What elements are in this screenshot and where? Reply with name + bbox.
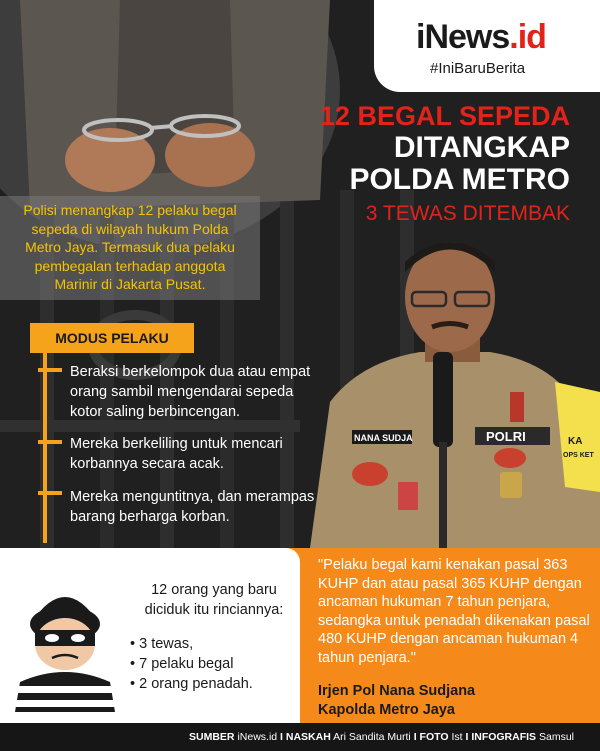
thief-icon xyxy=(10,562,120,712)
officer-photo xyxy=(300,232,600,548)
credits-footer: SUMBER iNews.id I NASKAH Ari Sandita Murti I FOTO Ist I INFOGRAFIS Samsul xyxy=(0,723,600,751)
headline-subtitle: 3 TEWAS DITEMBAK xyxy=(365,202,570,225)
svg-text:NANA SUDJA: NANA SUDJA xyxy=(354,433,413,443)
modus-item: Beraksi berkelompok dua atau empat orang sambil mengendarai sepeda kotor saling berbincengan. xyxy=(70,364,311,420)
timeline-tick xyxy=(38,368,62,372)
quote-text: "Pelaku begal kami kenakan pasal 363 KUHP dan atau pasal 365 KUHP dengan ancaman hukuman 7 tahun penjara, sedangka untuk penadah dikenakan pasal 480 KUHP dengan ancaman hukuman 4 tahun penjara." xyxy=(318,557,590,666)
logo-panel xyxy=(374,0,600,92)
timeline-tick xyxy=(38,440,62,444)
hashtag: #IniBaruBerita xyxy=(430,60,526,77)
modus-label: MODUS PELAKU xyxy=(30,323,194,353)
timeline-tick xyxy=(38,491,62,495)
list-item: • 2 orang penadah. xyxy=(130,674,298,694)
svg-text:POLRI: POLRI xyxy=(486,429,526,444)
inews-logo: iNews.id xyxy=(416,18,546,56)
author-name: Irjen Pol Nana Sudjana xyxy=(318,683,476,699)
headline-line-2: DITANGKAP xyxy=(393,131,570,164)
author-title: Kapolda Metro Jaya xyxy=(318,701,455,718)
breakdown-heading: 12 orang yang baru diciduk itu rinciannya: xyxy=(144,582,284,618)
svg-text:OPS KET: OPS KET xyxy=(563,452,594,459)
headline xyxy=(320,100,570,230)
timeline-line xyxy=(43,353,47,543)
quote-author xyxy=(318,682,475,719)
breakdown-list xyxy=(130,634,298,694)
list-item: • 3 tewas, xyxy=(130,634,298,654)
modus-item: Mereka berkeliling untuk mencari korbannya secara acak. xyxy=(70,436,283,472)
headline-line-1: 12 BEGAL SEPEDA xyxy=(319,101,570,131)
bottom-panel xyxy=(0,548,600,723)
modus-item: Mereka menguntitnya, dan merampas barang berharga korban. xyxy=(70,489,315,525)
headline-line-3: POLDA METRO xyxy=(349,163,570,196)
list-item: • 7 pelaku begal xyxy=(130,654,298,674)
svg-text:KA: KA xyxy=(568,436,583,447)
breakdown-panel xyxy=(0,548,300,723)
intro-text: Polisi menangkap 12 pelaku begal sepeda di wilayah hukum Polda Metro Jaya. Termasuk dua pelaku pembegalan terhadap anggota Marinir di Jakarta Pusat. xyxy=(0,196,260,300)
